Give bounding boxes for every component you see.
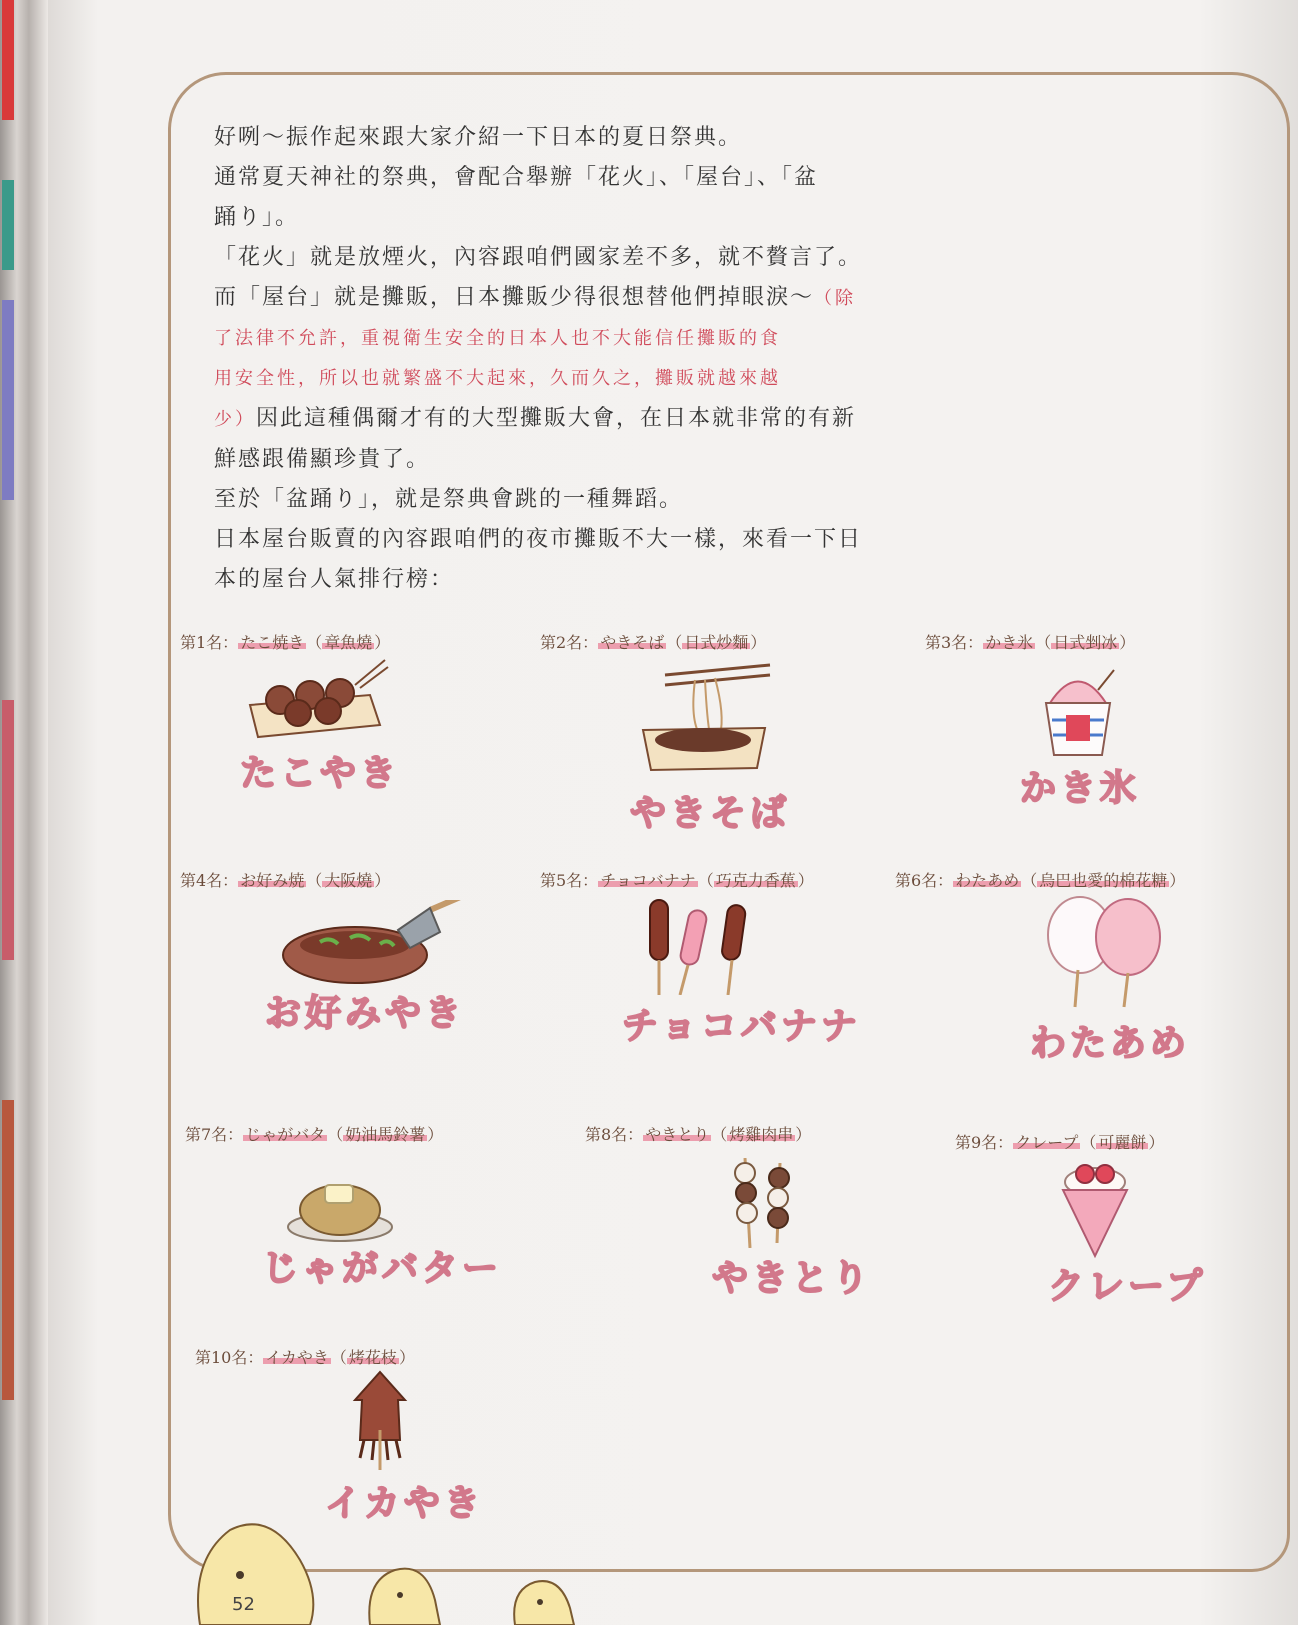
rank-japanese-name: じゃがバタ: [245, 1125, 326, 1144]
handwritten-note: 用安全性，所以也就繁盛不大起來，久而久之，攤販就越來越: [214, 368, 781, 389]
intro-line: 踊り」。: [214, 205, 300, 230]
rank-chinese-name: 日式剉冰: [1053, 633, 1118, 652]
rank-chinese-name: 章魚燒: [324, 633, 373, 652]
intro-line: [214, 399, 934, 440]
rank-prefix: 第6名：: [895, 871, 954, 890]
rank-prefix: 第8名：: [585, 1125, 644, 1144]
rank-label: 第6名： わたあめ （ 烏巴也愛的棉花糖 ）: [895, 871, 1186, 890]
spine-color-strip: [2, 300, 14, 500]
intro-line: 本的屋台人氣排行榜：: [214, 567, 455, 592]
food-name-kana: じゃがバター: [262, 1248, 503, 1289]
intro-line: 鮮感跟備顯珍貴了。: [214, 447, 431, 472]
food-name-kana: イカやき: [325, 1483, 484, 1524]
rank-chinese-name: 烤雞肉串: [729, 1125, 794, 1144]
rank-label: 第1名： たこ焼き （ 章魚燒 ）: [180, 633, 391, 652]
handwritten-note: （除: [814, 288, 857, 309]
rank-chinese-name: 奶油馬鈴薯: [345, 1125, 426, 1144]
rank-chinese-name: 日式炒麵: [684, 633, 749, 652]
rank-japanese-name: イカやき: [265, 1348, 329, 1367]
rank-label: 第9名： クレープ （ 可麗餅 ）: [955, 1133, 1165, 1152]
rank-label: 第10名： イカやき （ 烤花枝 ）: [195, 1348, 415, 1367]
intro-line-text: 而「屋台」就是攤販，日本攤販少得很想替他們掉眼淚～: [214, 285, 815, 310]
rank-japanese-name: クレープ: [1015, 1133, 1079, 1152]
butter-potato-icon: [285, 1165, 395, 1245]
rank-chinese-name: 巧克力香蕉: [715, 871, 796, 890]
intro-text: [214, 118, 934, 600]
intro-line: 好咧～振作起來跟大家介紹一下日本的夏日祭典。: [214, 125, 743, 150]
rank-label: 第8名： やきとり （ 烤雞肉串 ）: [585, 1125, 812, 1144]
rank-label: 第7名： じゃがバタ （ 奶油馬鈴薯 ）: [185, 1125, 444, 1144]
spine-color-strip: [2, 700, 14, 960]
food-name-kana: たこやき: [240, 753, 401, 794]
food-name-kana: クレープ: [1048, 1266, 1207, 1307]
rank-chinese-name: 烏巴也愛的棉花糖: [1039, 871, 1168, 890]
okonomiyaki-icon: [280, 900, 470, 990]
book-spine: [0, 0, 48, 1625]
rank-japanese-name: お好み焼: [240, 871, 305, 890]
intro-line: 「花火」就是放煙火，內容跟咱們國家差不多，就不贅言了。: [214, 245, 863, 270]
rank-prefix: 第2名：: [540, 633, 599, 652]
food-name-kana: やきそば: [630, 793, 791, 834]
crepe-icon: [1055, 1160, 1135, 1260]
rank-label: 第5名： チョコバナナ （ 巧克力香蕉 ）: [540, 871, 814, 890]
handwritten-note: 少）: [214, 409, 256, 430]
rank-label: 第3名： かき氷 （ 日式剉冰 ）: [925, 633, 1136, 652]
squid-icon: [350, 1370, 410, 1470]
intro-line-text: 因此這種偶爾才有的大型攤販大會，在日本就非常的有新: [256, 406, 857, 431]
food-name-kana: やきとり: [712, 1258, 873, 1299]
rank-chinese-name: 烤花枝: [348, 1348, 397, 1367]
choco-banana-icon: [640, 895, 770, 995]
rank-prefix: 第9名：: [955, 1133, 1014, 1152]
intro-line: 日本屋台販賣的內容跟咱們的夜市攤販不大一樣，來看一下日: [214, 527, 863, 552]
rank-label: 第2名： やきそば （ 日式炒麵 ）: [540, 633, 767, 652]
rank-japanese-name: かき氷: [985, 633, 1034, 652]
rank-japanese-name: やきとり: [645, 1125, 710, 1144]
yakisoba-icon: [635, 660, 775, 775]
page-number: 52: [232, 1594, 255, 1615]
yakitori-icon: [715, 1158, 805, 1248]
rank-prefix: 第5名：: [540, 871, 599, 890]
shaved-ice-icon: [1038, 665, 1118, 760]
food-name-kana: お好みやき: [265, 993, 466, 1034]
rank-prefix: 第10名：: [195, 1348, 264, 1367]
rank-japanese-name: やきそば: [600, 633, 665, 652]
handwritten-note: 了法律不允許，重視衛生安全的日本人也不大能信任攤販的食: [214, 328, 781, 349]
rank-chinese-name: 可麗餅: [1098, 1133, 1147, 1152]
spine-color-strip: [2, 1100, 14, 1400]
spine-color-strip: [2, 180, 14, 270]
rank-japanese-name: チョコバナナ: [600, 871, 696, 890]
takoyaki-icon: [240, 655, 390, 745]
rank-japanese-name: わたあめ: [955, 871, 1020, 890]
food-name-kana: チョコバナナ: [622, 1006, 861, 1047]
rank-prefix: 第7名：: [185, 1125, 244, 1144]
intro-line: 至於「盆踊り」，就是祭典會跳的一種舞蹈。: [214, 487, 684, 512]
intro-line: [214, 278, 934, 319]
food-name-kana: わたあめ: [1030, 1023, 1191, 1064]
food-name-kana: かき氷: [1020, 768, 1141, 809]
rank-prefix: 第1名：: [180, 633, 239, 652]
rank-prefix: 第3名：: [925, 633, 984, 652]
intro-line: 通常夏天神社的祭典，會配合舉辦「花火」、「屋台」、「盆: [214, 165, 819, 190]
rank-japanese-name: たこ焼き: [240, 633, 305, 652]
cotton-candy-icon: [1040, 895, 1170, 1010]
spine-color-strip: [2, 0, 14, 120]
rank-label: 第4名： お好み焼 （ 大阪燒 ）: [180, 871, 391, 890]
rank-prefix: 第4名：: [180, 871, 239, 890]
rank-chinese-name: 大阪燒: [324, 871, 373, 890]
